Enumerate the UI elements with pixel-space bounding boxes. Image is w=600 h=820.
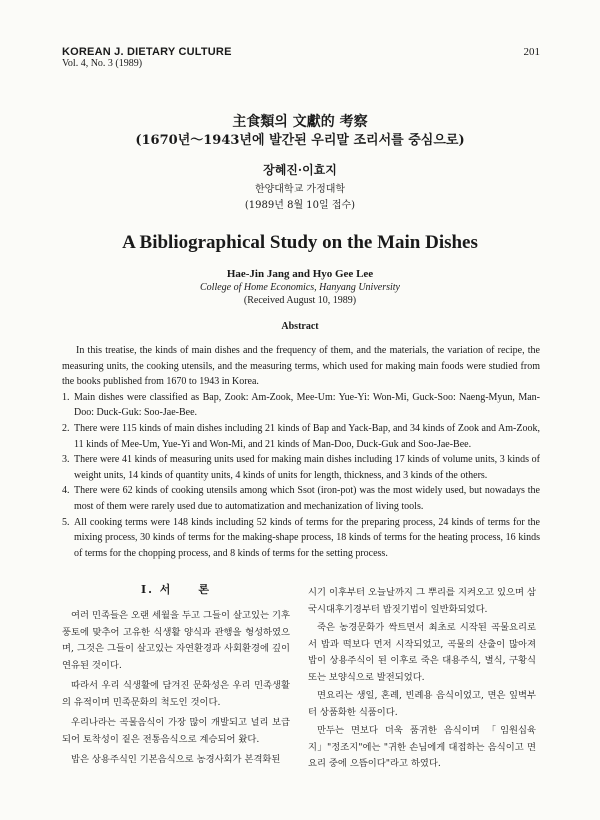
body-paragraph: 죽은 농경문화가 싹트면서 최초로 시작된 곡물요리로서 밥과 떡보다 먼저 시작되었고, 곡물의 산출이 많아져 밥이 상용주식이 된 이후로 죽은 대용주식, 별식, 구황식 또는 보양식으로 발전되었다. <box>308 622 536 683</box>
finding-text: All cooking terms were 148 kinds including 52 kinds of terms for the preparing process, 24 kinds of terms for the mixing process, 30 kinds of terms for the making-shape process, 18 kinds of terms for the heating process, 16 kinds of terms for the chopping process, and 8 kinds of terms for the setting process. <box>74 516 540 559</box>
finding-number: 5. <box>62 516 70 528</box>
abstract-body <box>62 343 540 561</box>
body-paragraph: 면요리는 생일, 혼례, 빈례용 음식이었고, 면은 잎벽부터 상품화한 식품이다. <box>308 690 536 718</box>
finding-number: 4. <box>62 485 70 497</box>
title-korean: 主食類의 文獻的 考察 <box>232 114 368 130</box>
title-english: A Bibliographical Study on the Main Dishes <box>122 232 478 253</box>
body-paragraph: 만두는 면보다 더욱 품귀한 음식이며 「임원십육지」"정조지"에는 "귀한 손님에게 대접하는 음식이고 면요리 중에 으뜸이다"라고 하였다. <box>308 725 536 769</box>
abstract-finding <box>62 515 540 562</box>
abstract-finding <box>62 483 540 514</box>
finding-text: Main dishes were classified as Bap, Zook: Am-Zook, Mee-Um: Yue-Yi: Won-Mi, Guck-Soo: Naeng-Myun, Man-Doo: Duck-Guk: Soo-Jae-Bee. <box>74 391 540 419</box>
body-paragraph: 우리나라는 곡물음식이 가장 많이 개발되고 널리 보급되어 토착성이 짙은 전통음식으로 계승되어 왔다. <box>62 717 290 745</box>
body-column-left <box>62 582 290 773</box>
finding-text: There were 115 kinds of main dishes including 21 kinds of Bap and Yack-Bap, and 34 kinds of Zook and Am-Zook, 11 kinds of Mee-Um, Yue-Yi and Won-Mi, and 21 kinds of Man-Doo, Duck-Guk and Soo-Jae-Bee. <box>74 422 540 450</box>
affiliation-korean: 한양대학교 가정대학 <box>254 184 346 195</box>
body-paragraph: 따라서 우리 식생활에 담겨진 문화성은 우리 민족생활의 유적이며 민족문화의 척도인 것이다. <box>62 680 290 708</box>
abstract-intro: In this treatise, the kinds of main dishes and the frequency of them, and the materials, the variation of recipe, the measuring units, the cooking utensils, and the measuring terms, which used for making main foods were studied from the books published from 1670 to 1943 in Korea. <box>62 345 540 388</box>
abstract-finding <box>62 452 540 483</box>
section-heading-introduction: I. 서 론 <box>140 583 212 596</box>
body-paragraph: 시기 이후부터 오늘날까지 그 뿌리를 지켜오고 있으며 삼국시대후기경부터 밥짓기법이 일반화되었다. <box>308 587 536 615</box>
finding-text: There were 41 kinds of measuring units used for making main dishes including 17 kinds of volume units, 3 kinds of weight units, 14 kinds of quantity units, 4 kinds of units for length, thickness, and 3 kinds of the others. <box>74 454 540 481</box>
finding-number: 1. <box>62 391 70 403</box>
body-paragraph: 여러 민족들은 오랜 세월을 두고 그들이 살고있는 기후 풍토에 맞추어 고유한 식생활 양식과 관행을 형성하였으며, 그것은 그들이 살고있는 자연환경과 사회환경에 깊이 연유된 것이다. <box>62 610 290 671</box>
page-number: 201 <box>523 46 540 58</box>
affiliation-english: College of Home Economics, Hanyang University <box>200 282 400 293</box>
subtitle-korean: (1670년～1943년에 발간된 우리말 조리서를 중심으로) <box>135 133 465 148</box>
body-paragraph: 밥은 상용주식인 기본음식으로 농경사회가 본격화된 <box>71 754 281 765</box>
finding-number: 3. <box>62 454 70 466</box>
abstract-heading: Abstract <box>281 321 319 332</box>
finding-number: 2. <box>62 422 70 434</box>
authors-english: Hae-Jin Jang and Hyo Gee Lee <box>226 268 374 280</box>
abstract-finding <box>62 421 540 452</box>
authors-korean: 장혜진·이효지 <box>263 163 337 177</box>
journal-volume: Vol. 4, No. 3 (1989) <box>62 58 143 69</box>
finding-text: There were 62 kinds of cooking utensils among which Ssot (iron-pot) was the most widely used, but nowadays the most of them were rarely used due to automatization and mechanization of living tools. <box>74 485 540 512</box>
received-date-english: (Received August 10, 1989) <box>243 295 357 306</box>
received-date-korean: (1989년 8월 10일 접수) <box>244 200 356 211</box>
abstract-findings-list <box>62 390 540 562</box>
abstract-finding <box>62 390 540 421</box>
journal-name: KOREAN J. DIETARY CULTURE <box>62 46 232 58</box>
body-column-right <box>308 585 536 775</box>
